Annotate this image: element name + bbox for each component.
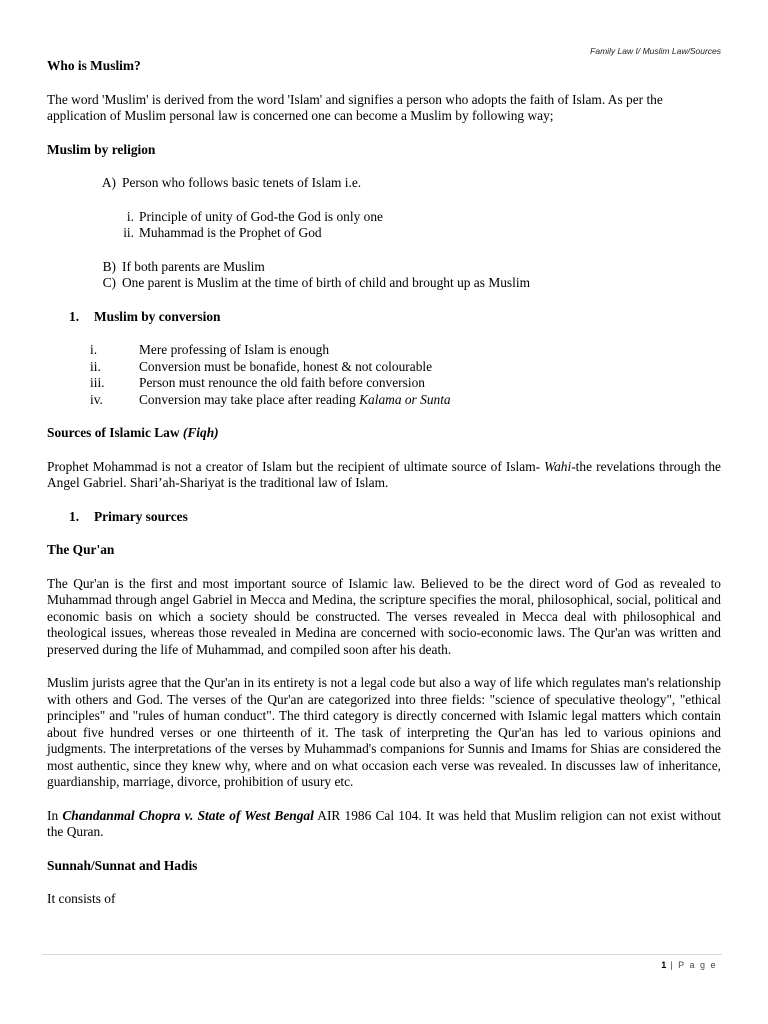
heading-italic: (Fiqh) — [182, 425, 219, 440]
list-item-religion-c — [47, 275, 721, 292]
list-text: Muhammad is the Prophet of God — [139, 225, 322, 240]
list-item-religion-a — [47, 175, 721, 192]
heading-sources-of-islamic-law — [47, 425, 721, 442]
list-text: Person who follows basic tenets of Islam i.e. — [122, 175, 362, 190]
page-separator: | — [666, 960, 679, 970]
text-run: Prophet Mohammad is not a creator of Islam but the recipient of ultimate source of Islam- — [47, 458, 545, 474]
case-name: Chandanmal Chopra v. State of West Bengal — [62, 807, 314, 823]
running-header: Family Law I/ Muslim Law/Sources — [590, 46, 721, 56]
list-text: Person must renounce the old faith before conversion — [139, 375, 425, 390]
page-word: P a g e — [678, 960, 717, 970]
paragraph-sources — [47, 459, 721, 492]
list-item-tenet — [47, 209, 721, 226]
list-label: A) — [101, 175, 116, 190]
heading-text: Sources of Islamic Law — [47, 425, 183, 440]
list-text: If both parents are Muslim — [122, 258, 265, 274]
list-label: i. — [90, 342, 98, 357]
list-text: Conversion must be bonafide, honest & not colourable — [139, 358, 433, 374]
list-label: iv. — [90, 391, 103, 407]
paragraph-muslim-definition: The word 'Muslim' is derived from the word 'Islam' and signifies a person who adopts the faith of Islam. As per the application of Muslim personal law is concerned one can become a Muslim by following way; — [47, 91, 663, 123]
list-label: iii. — [90, 375, 105, 390]
conversion-list — [47, 342, 721, 408]
list-label: ii. — [90, 358, 101, 374]
heading-muslim-by-religion: Muslim by religion — [47, 141, 156, 157]
list-label: C) — [102, 275, 116, 290]
list-item-tenet — [47, 225, 721, 242]
paragraph-sunnah: It consists of — [47, 891, 116, 906]
heading-number: 1. — [69, 508, 80, 524]
heading-text: Muslim by conversion — [94, 308, 221, 324]
heading-primary-sources — [47, 509, 721, 526]
heading-sunnah-hadis: Sunnah/Sunnat and Hadis — [47, 857, 198, 873]
list-item-conversion — [47, 375, 721, 392]
list-label: B) — [102, 258, 116, 274]
document-body — [47, 58, 721, 908]
list-text-plain: Conversion may take place after reading — [139, 391, 360, 407]
list-text — [139, 392, 451, 409]
paragraph-quran-2: Muslim jurists agree that the Qur'an in its entirety is not a legal code but also a way of life which regulates man's relationship with others and God. The verses of the Qur'an are categorized into three fields: "science of speculative theology", "ethical principles" and "rules of human conduct". The third category is directly concerned with Islamic legal matters which contain about five hundred verses or one thirteenth of it. The task of interpreting the Qur'an has led to various opinions and judgments. The interpretations of the verses by Muhammad's companions for Sunnis and Imams for Shias are considered the most authentic, since they knew why, where and on what occasion each verse was revealed. In discusses law of inheritance, guardianship, marriage, divorce, prohibition of usury etc. — [47, 675, 721, 789]
page-footer — [661, 957, 717, 974]
text-italic-wahi: Wahi — [544, 458, 572, 474]
list-item-religion-b — [47, 259, 721, 276]
list-item-conversion — [47, 342, 721, 359]
heading-muslim-by-conversion — [47, 309, 721, 326]
list-text: One parent is Muslim at the time of birth of child and brought up as Muslim — [122, 275, 530, 290]
list-label: ii. — [123, 225, 134, 240]
heading-number: 1. — [69, 308, 80, 324]
heading-text: Primary sources — [94, 508, 188, 524]
list-label: i. — [126, 208, 134, 224]
heading-the-quran: The Qur'an — [47, 542, 115, 557]
list-item-conversion — [47, 392, 721, 409]
page-number: 1 — [661, 960, 667, 970]
list-item-conversion — [47, 359, 721, 376]
paragraph-case-law — [47, 808, 721, 841]
paragraph-quran-1: The Qur'an is the first and most important source of Islamic law. Believed to be the direct word of God as revealed to Muhammad through angel Gabriel in Mecca and Medina, the scripture specifies the moral, philosophical, social, political and economic basis on which a society should be constructed. The verses revealed in Mecca deal with philosophical and theological issues, whereas those revealed in Medina are concerned with socio-economic laws. The Qur'an was written and preserved during the life of Muhammad, and compiled soon after his death. — [47, 575, 721, 657]
text-run: -the revelations through the Angel Gabriel. Shari’ah-Shariyat is the traditional law of Islam. — [47, 458, 722, 490]
heading-who-is-muslim: Who is Muslim? — [47, 58, 141, 73]
text-run: AIR 1986 Cal 104. It was held that Muslim religion can not exist without the Quran. — [47, 807, 721, 839]
list-text: Principle of unity of God-the God is only one — [139, 208, 383, 224]
list-text: Mere professing of Islam is enough — [139, 342, 330, 357]
list-text-italic: Kalama or Sunta — [359, 391, 451, 407]
footer-divider — [42, 954, 722, 955]
tenets-list — [47, 209, 721, 242]
text-run: In — [47, 807, 63, 823]
